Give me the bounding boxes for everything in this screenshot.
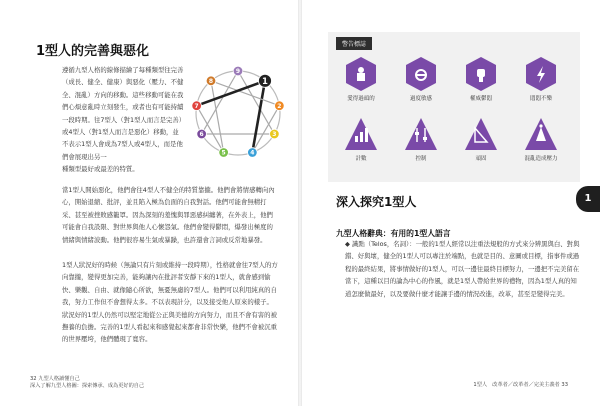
book-title-footer: 九型人格讀懂自己 深入了解九型人格圖：探索傳承、成為更好的自己 bbox=[30, 376, 145, 389]
warning-label: 頑固 bbox=[475, 156, 487, 162]
svg-text:1: 1 bbox=[262, 76, 268, 87]
dictionary-subtitle: 九型人格辭典：有用的1型人語言 bbox=[336, 229, 451, 238]
enneagram-node-2 bbox=[275, 101, 285, 111]
fist-icon bbox=[343, 56, 379, 92]
left-page-number: 32 bbox=[30, 376, 37, 382]
paragraph-improvement: 1型人狀況好的時候（無論只有片刻或維持一段時期），性格就會往7型人的方向靠攏，變得更加完善，能夠讓內在批評者安靜下來的1型人，就會感到愉快、樂觀、自由、就像隨心所欲，無憂無慮的7型人。他們可以利用純真的自我，努力工作但不會想得太多。不以表現計分，以及接受他人原來的樣子。狀況好的1型人仍然可以堅定地從公正與美德的方向努力，而且不會有害的被撫養的負擔。完善的1型人看起來和感覺起來都會非常快樂，他們不會被沉重的世界壓垮，他們體現了寬容。 bbox=[62, 261, 278, 344]
enneagram-node-7 bbox=[192, 101, 202, 111]
warning-label: 權威鬱悶 bbox=[469, 96, 492, 102]
svg-text:4: 4 bbox=[250, 149, 255, 157]
warning-item-sliders bbox=[398, 116, 444, 162]
enneagram-node-8 bbox=[206, 76, 216, 86]
warning-item-party-hat bbox=[518, 116, 564, 162]
warning-label: 悶悶不樂 bbox=[529, 96, 552, 102]
warning-item-bars bbox=[338, 116, 384, 162]
paragraph-intro: 遵循九型人格的線條描繪了每種類型往完善（成長、健全、健康）與惡化（壓力、不健全、混亂）方向的移動。這些移動可能在我們心煩意亂時立刻發生，或者也有可能持續一段時期。往7型人（對1型人而言是完善）或4型人（對1型人而言是惡化）移動，並不表示1型人會成為7型人或4型人，而是他們會展現出另一 bbox=[62, 66, 184, 161]
warning-label: 過度敏感 bbox=[409, 96, 432, 102]
section-title: 1型人的完善與惡化 bbox=[36, 44, 150, 59]
enneagram-diagram bbox=[183, 58, 293, 168]
right-page-number: 33 bbox=[561, 382, 568, 388]
warning-item-triangle-ruler bbox=[458, 116, 504, 162]
warning-label: 控制 bbox=[415, 156, 427, 162]
right-footer bbox=[473, 382, 568, 389]
sliders-icon bbox=[403, 116, 439, 152]
knot-icon bbox=[403, 56, 439, 92]
warning-label: 計數 bbox=[355, 156, 367, 162]
warning-label: 混亂造成壓力 bbox=[524, 156, 558, 162]
left-footer bbox=[30, 376, 144, 390]
enneagram-node-6 bbox=[197, 129, 207, 139]
svg-text:3: 3 bbox=[272, 131, 277, 139]
lightning-icon bbox=[523, 56, 559, 92]
warning-item-knot bbox=[398, 56, 444, 102]
enneagram-node-3 bbox=[270, 129, 280, 139]
bars-icon bbox=[343, 116, 379, 152]
enneagram-node-4 bbox=[248, 148, 258, 158]
paragraph-intro-end: 種類型最好或最差的特質。 bbox=[62, 165, 139, 173]
svg-text:6: 6 bbox=[199, 131, 204, 139]
warning-item-lightning bbox=[518, 56, 564, 102]
fist-raised-icon bbox=[463, 56, 499, 92]
enneagram-node-9 bbox=[233, 66, 243, 76]
chapter-tab: 1 bbox=[576, 186, 600, 212]
warning-label: 愛得過頭的 bbox=[347, 96, 375, 102]
party-hat-icon bbox=[523, 116, 559, 152]
warning-item-fist-raised bbox=[458, 56, 504, 102]
triangle-ruler-icon bbox=[463, 116, 499, 152]
svg-text:7: 7 bbox=[194, 102, 199, 110]
svg-text:2: 2 bbox=[277, 102, 282, 110]
warning-item-fist bbox=[338, 56, 384, 102]
svg-text:8: 8 bbox=[208, 78, 214, 86]
definition-text: ◆ 識點（Telos，名詞）：一般的1型人經常以注重法規般的方式來分辨黑與白、對與錯、好與壞，健全的1型人可以專注於端點，也就是目的、意圖或目標，指事件或過程的最終結果，將事情做好的1型人，可以一邊往最終目標努力，一邊把不完美留在當下，這種以目的論為中心的作風，就是1型人帶給世界的禮物，因為1型人真的知道怎麼做最好，以及要做什麼才能讓手邊的情況改進，改革，甚至是變得完美。 bbox=[345, 240, 580, 298]
warning-signs-tag: 警告標誌 bbox=[336, 37, 372, 50]
paragraph-deterioration: 當1型人開始惡化，他們會往4型人不健全的特質靠攏。他們會將情感轉向內心，開始退縮、批評，並且陷入極為負面的自我對話。他們可能會無精打采、甚至被挫敗感籠罩。因為深刻的羞愧與罪惡感糾纏著，在外表上，他們可能會自我設限、對世界與他人心懷怨氣。他們會變得鬱悶，爆發出極度的情緒與情緒波動。他們很容易生氣或暴躁，也許還會言詞或反常地暴發。 bbox=[62, 186, 275, 244]
svg-text:5: 5 bbox=[221, 149, 226, 157]
enneagram-node-1 bbox=[258, 74, 271, 87]
enneagram-node-5 bbox=[219, 148, 229, 158]
right-section-title: 深入探究1型人 bbox=[336, 195, 417, 209]
svg-text:9: 9 bbox=[235, 68, 241, 76]
right-footer-text: 1型人 改革者／改革者／完美主義者 bbox=[473, 382, 560, 388]
